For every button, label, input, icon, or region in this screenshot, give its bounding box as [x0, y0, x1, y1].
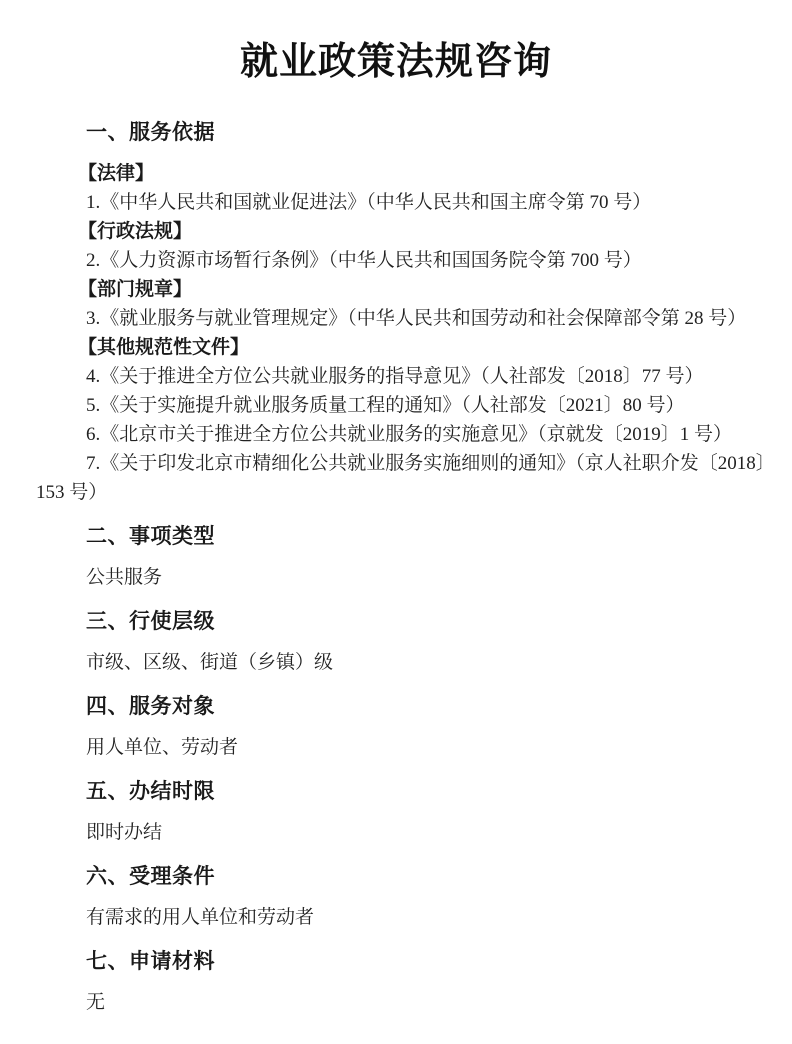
- section-heading-item-type: 二、事项类型: [86, 525, 215, 548]
- section-heading-service-basis: 一、服务依据: [86, 121, 215, 144]
- section-heading-completion-time-limit: 五、办结时限: [86, 780, 215, 803]
- law-list: [36, 159, 780, 507]
- section-value-service-target: 用人单位、劳动者: [86, 737, 239, 758]
- law-item-2: 2.《人力资源市场暂行条例》（中华人民共和国国务院令第 700 号）: [86, 250, 642, 271]
- law-category-label-other-normative-docs: 【其他规范性文件】: [78, 337, 250, 358]
- section-heading-application-materials: 七、申请材料: [86, 950, 215, 973]
- section-heading-acceptance-conditions: 六、受理条件: [86, 865, 215, 888]
- law-item-5: 5.《关于实施提升就业服务质量工程的通知》（人社部发〔2021〕80 号）: [86, 395, 685, 416]
- law-item-6: 6.《北京市关于推进全方位公共就业服务的实施意见》（京就发〔2019〕1 号）: [86, 424, 733, 445]
- law-category-label-admin-regulation: 【行政法规】: [78, 221, 193, 242]
- law-category-label-law: 【法律】: [78, 163, 155, 184]
- section-value-completion-time-limit: 即时办结: [86, 822, 163, 843]
- law-item-7: 7.《关于印发北京市精细化公共就业服务实施细则的通知》（京人社职介发〔2018〕153 号）: [36, 453, 775, 503]
- section-value-exercise-level: 市级、区级、街道（乡镇）级: [86, 652, 334, 673]
- law-category-label-department-rule: 【部门规章】: [78, 279, 193, 300]
- law-item-1: 1.《中华人民共和国就业促进法》（中华人民共和国主席令第 70 号）: [86, 192, 652, 213]
- section-heading-service-target: 四、服务对象: [86, 695, 215, 718]
- section-value-acceptance-conditions: 有需求的用人单位和劳动者: [86, 907, 315, 928]
- section-heading-exercise-level: 三、行使层级: [86, 610, 215, 633]
- document-title: 就业政策法规咨询: [239, 41, 552, 83]
- law-item-3: 3.《就业服务与就业管理规定》（中华人民共和国劳动和社会保障部令第 28 号）: [86, 308, 747, 329]
- section-value-item-type: 公共服务: [86, 567, 163, 588]
- law-item-4: 4.《关于推进全方位公共就业服务的指导意见》（人社部发〔2018〕77 号）: [86, 366, 704, 387]
- section-value-application-materials: 无: [86, 992, 106, 1013]
